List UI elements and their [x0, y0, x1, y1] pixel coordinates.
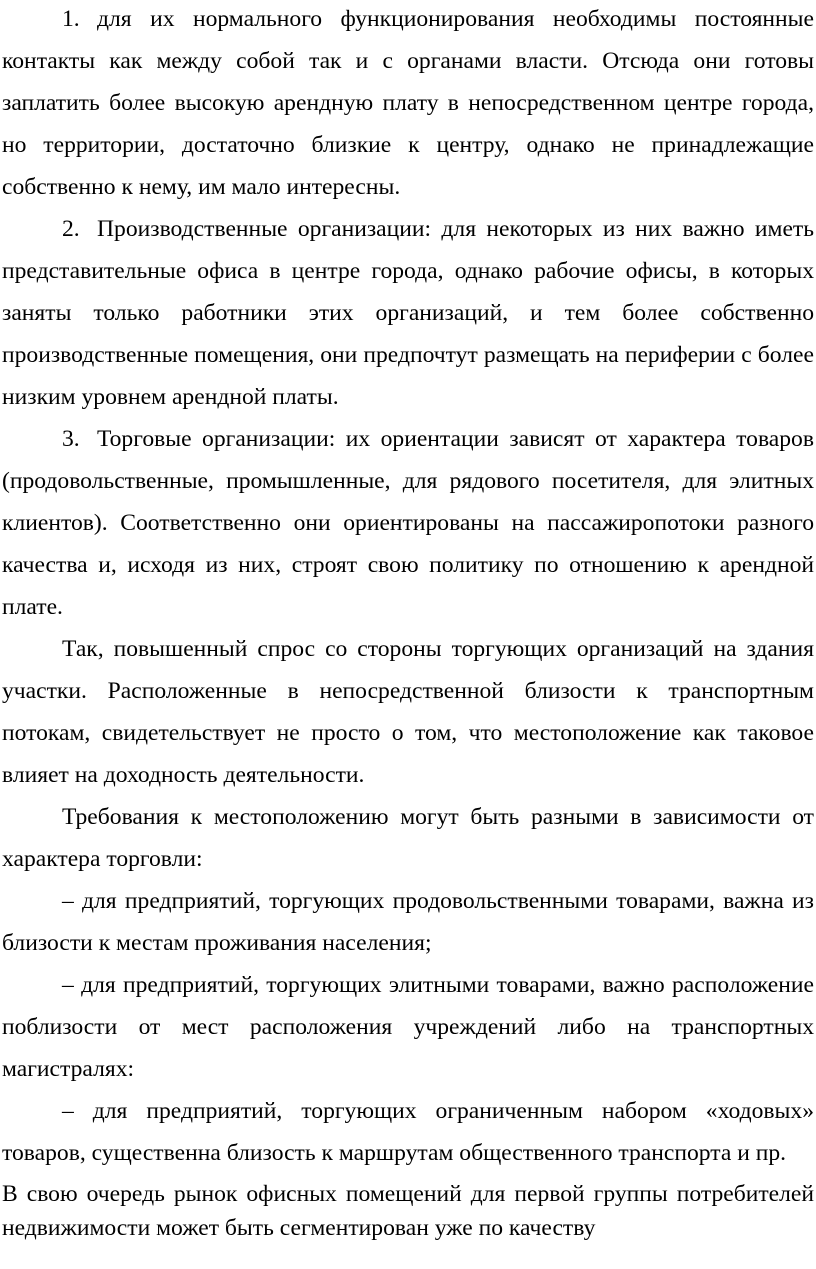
body-paragraph: Требования к местоположению могут быть разными в зависимости от характера торговли:	[2, 804, 814, 872]
list-item-3	[2, 418, 814, 628]
dash-marker: –	[62, 888, 74, 914]
body-paragraph: В свою очередь рынок офисных помещений для первой группы потребителей недвижимости может быть сегментирован уже по качеству	[2, 1181, 814, 1241]
list-item-text: для их нормального функционирования необходимы постоянные контакты как между собой так и с органами власти. Отсюда они готовы заплатить более высокую арендную плату в непосредственном центре города, но территории, достаточно близкие к центру, однако не принадлежащие собственно к нему, им мало интересны.	[2, 6, 814, 200]
list-item-2	[2, 208, 814, 418]
list-item-text: Торговые организации: их ориентации зависят от характера товаров (продовольственные, промышленные, для рядового посетителя, для элитных клиентов). Соответственно они ориентированы на пассажиропотоки разного качества и, исходя из них, строят свою политику по отношению к арендной плате.	[2, 426, 814, 620]
dash-marker: –	[62, 1098, 74, 1124]
dash-list-item-text: для предприятий, торгующих продовольственными товарами, важна из близости к местам проживания населения;	[2, 888, 814, 956]
list-item-text: Производственные организации: для некоторых из них важно иметь представительные офиса в центре города, однако рабочие офисы, в которых заняты только работники этих организаций, и тем более собственно производственные помещения, они предпочтут размещать на периферии с более низким уровнем арендной платы.	[2, 216, 814, 410]
list-number: 3.	[62, 426, 80, 452]
body-paragraph: Так, повышенный спрос со стороны торгующих организаций на здания участки. Расположенные в непосредственной близости к транспортным потокам, свидетельствует не просто о том, что местоположение как таковое влияет на доходность деятельности.	[2, 636, 814, 788]
dash-marker: –	[62, 972, 74, 998]
dash-list-item-text: для предприятий, торгующих элитными товарами, важно расположение поблизости от мест расположения учреждений либо на транспортных магистралях:	[2, 972, 814, 1082]
list-number: 1.	[62, 6, 80, 32]
dash-list-item	[2, 880, 814, 964]
dash-list-item	[2, 1090, 814, 1174]
dash-list-item-text: для предприятий, торгующих ограниченным набором «ходовых» товаров, существенна близость к маршрутам общественного транспорта и пр.	[2, 1098, 814, 1166]
list-item-1	[2, 0, 814, 208]
list-number: 2.	[62, 216, 80, 242]
dash-list-item	[2, 964, 814, 1090]
